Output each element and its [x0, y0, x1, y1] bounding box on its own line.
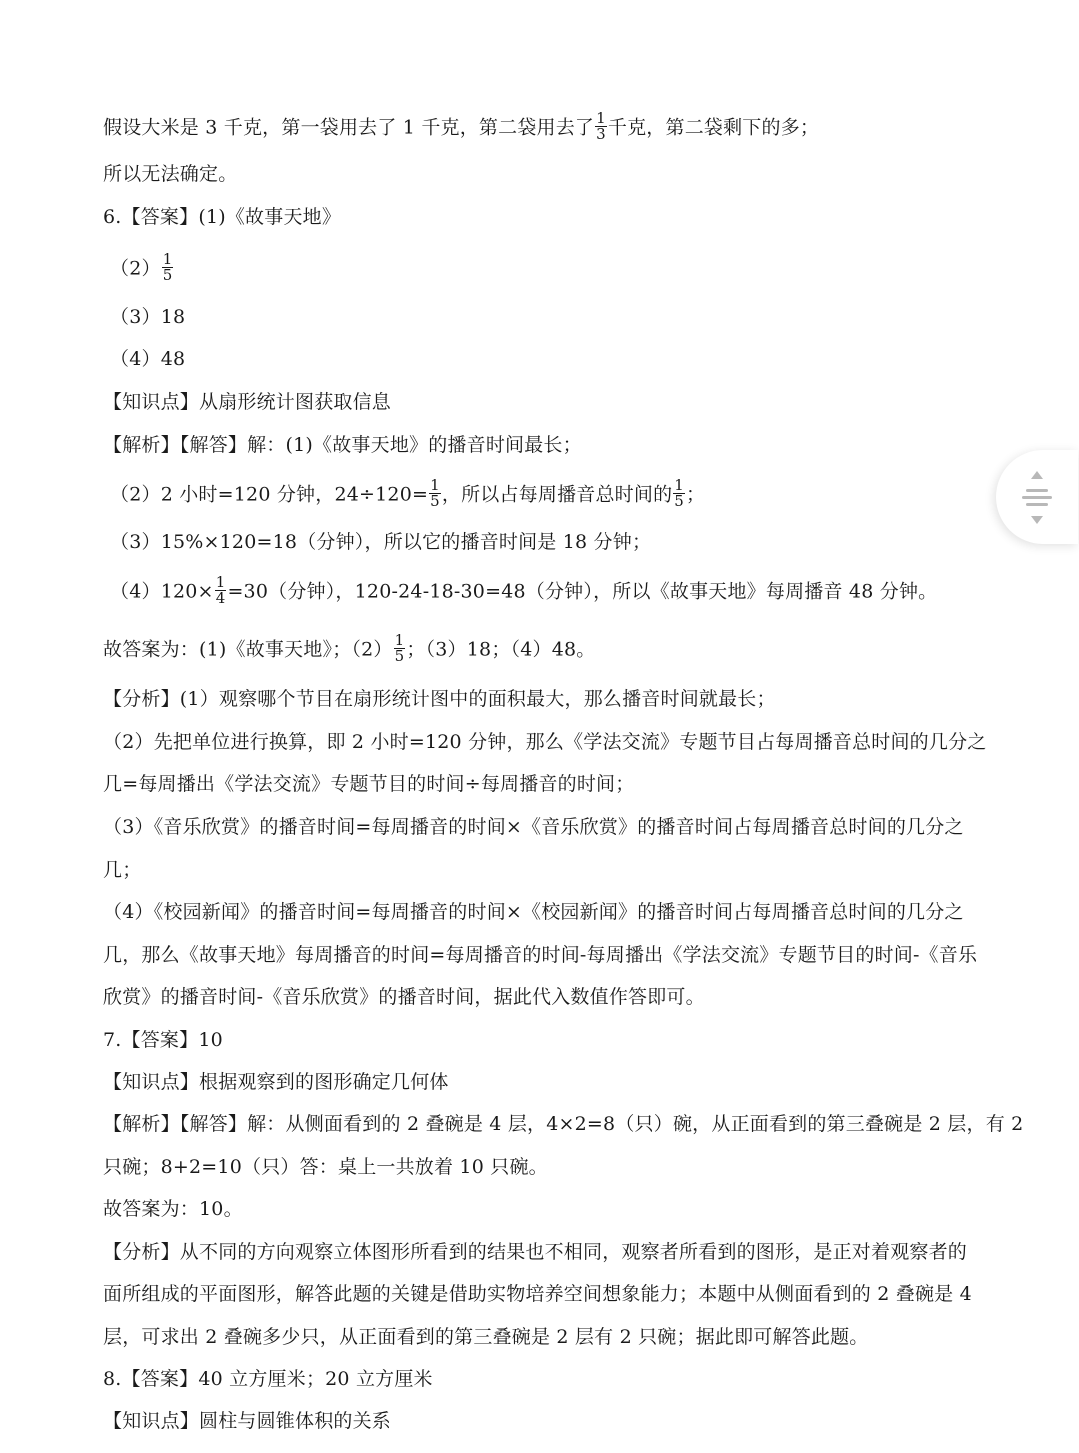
text-line: 几，那么《故事天地》每周播音的时间=每周播音的时间-每周播出《学法交流》专题节目的时间-《音乐 [103, 944, 978, 966]
text-line: 几； [103, 859, 142, 881]
fraction: $\frac{1}{4}$ [215, 573, 226, 607]
text-line: 面所组成的平面图形，解答此题的关键是借助实物培养空间想象能力；本题中从侧面看到的 2 叠碗是 4 [103, 1283, 972, 1305]
text-line: （3）15%×120=18（分钟），所以它的播音时间是 18 分钟； [110, 531, 652, 553]
answer-heading-6: 6.【答案】(1)《故事天地》 [103, 206, 342, 228]
text-line: 层，可求出 2 叠碗多少只，从正面看到的第三叠碗是 2 层有 2 只碗；据此即可解答此题。 [103, 1326, 869, 1348]
answer-heading-8: 8.【答案】40 立方厘米；20 立方厘米 [103, 1368, 433, 1390]
text-line: 故答案为：(1)《故事天地》；（2） $\frac{1}{5}$ ；（3）18；（4）48。 [103, 631, 596, 665]
fraction: $\frac{1}{5}$ [394, 631, 405, 665]
text-line: 故答案为：10。 [103, 1198, 243, 1220]
text-line: （4）48 [110, 348, 186, 370]
knowledge-point: 【知识点】圆柱与圆锥体积的关系 [103, 1410, 392, 1432]
knowledge-point: 【知识点】从扇形统计图获取信息 [103, 391, 392, 413]
text-line: 欣赏》的播音时间-《音乐欣赏》的播音时间，据此代入数值作答即可。 [103, 986, 705, 1008]
text-line: （3）18 [110, 306, 186, 328]
analysis-heading: 【分析】从不同的方向观察立体图形所看到的结果也不相同，观察者所看到的图形，是正对着观察者的 [103, 1241, 968, 1263]
text-line: 只碗；8+2=10（只）答：桌上一共放着 10 只碗。 [103, 1156, 548, 1178]
solution-heading: 【解析】【解答】解：从侧面看到的 2 叠碗是 4 层，4×2=8（只）碗，从正面看到的第三叠碗是 2 层，有 2 [103, 1113, 1024, 1135]
knowledge-point: 【知识点】根据观察到的图形确定几何体 [103, 1071, 449, 1093]
answer-heading-7: 7.【答案】10 [103, 1029, 223, 1051]
scroll-handle[interactable] [996, 450, 1078, 544]
arrow-down-icon[interactable] [1031, 516, 1043, 524]
text-line: 所以无法确定。 [103, 163, 238, 185]
solution-heading: 【解析】【解答】解：(1)《故事天地》的播音时间最长； [103, 434, 582, 456]
fraction: $\frac{1}{3}$ [596, 109, 606, 143]
text-line: 几=每周播出《学法交流》专题节目的时间÷每周播音的时间； [103, 773, 635, 795]
fraction: $\frac{1}{5}$ [162, 250, 173, 284]
text-line: （2） $\frac{1}{5}$ [110, 250, 173, 284]
text-line: （2）2 小时=120 分钟，24÷120= $\frac{1}{5}$ ，所以占每周播音总时间的 $\frac{1}{5}$ ； [110, 476, 706, 510]
text-line: （2）先把单位进行换算，即 2 小时=120 分钟，那么《学法交流》专题节目占每周播音总时间的几分之 [103, 731, 987, 753]
menu-lines-icon [1022, 485, 1052, 510]
text-line: （4）《校园新闻》的播音时间=每周播音的时间×《校园新闻》的播音时间占每周播音总时间的几分之 [103, 901, 964, 923]
analysis-heading: 【分析】(1）观察哪个节目在扇形统计图中的面积最大，那么播音时间就最长； [103, 688, 776, 710]
arrow-up-icon[interactable] [1031, 471, 1043, 479]
fraction: $\frac{1}{5}$ [430, 476, 440, 510]
text-line: （3）《音乐欣赏》的播音时间=每周播音的时间×《音乐欣赏》的播音时间占每周播音总时间的几分之 [103, 816, 964, 838]
text-line: 假设大米是 3 千克，第一袋用去了 1 千克，第二袋用去了 $\frac{1}{3}$ 千克，第二袋剩下的多； [103, 109, 820, 143]
fraction: $\frac{1}{5}$ [674, 476, 685, 510]
text-line: （4）120× $\frac{1}{4}$ =30（分钟），120-24-18-30=48（分钟），所以《故事天地》每周播音 48 分钟。 [110, 573, 938, 607]
